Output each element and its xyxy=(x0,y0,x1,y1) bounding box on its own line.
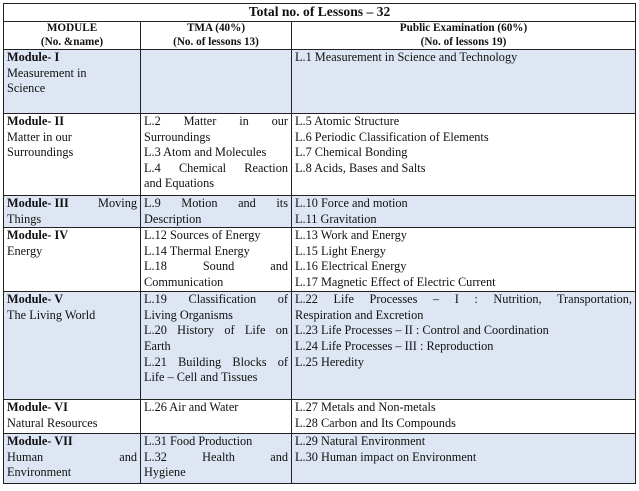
table-row xyxy=(4,196,636,228)
table-title: Total no. of Lessons – 32 xyxy=(4,4,636,22)
tma-cell xyxy=(141,400,292,434)
module-name-line: The Living World xyxy=(7,307,96,322)
lesson-line: L.25 Heredity xyxy=(295,354,364,369)
lesson-line: L.13 Work and Energy xyxy=(295,228,407,243)
module-name-line: Energy xyxy=(7,243,43,258)
public-cell xyxy=(292,400,636,434)
lesson-line: L.17 Magnetic Effect of Electric Current xyxy=(295,274,496,289)
lesson-line: and Equations xyxy=(144,176,215,191)
tma-cell xyxy=(141,434,292,484)
lesson-line: L.15 Light Energy xyxy=(295,243,386,258)
lesson-line: L.10 Force and motion xyxy=(295,196,408,210)
table-row xyxy=(4,434,636,484)
module-cell xyxy=(4,400,141,434)
header-row xyxy=(4,22,636,50)
module-label: Module- VII xyxy=(7,434,73,449)
tma-header-line: (No. of lessons 13) xyxy=(173,35,259,48)
module-name-line: Measurement in xyxy=(7,65,87,80)
public-cell xyxy=(292,292,636,400)
lesson-line: L.7 Chemical Bonding xyxy=(295,145,408,160)
public-header-line: (No. of lessons 19) xyxy=(420,35,507,48)
title-row xyxy=(4,4,636,22)
tma-cell xyxy=(141,50,292,114)
module-name-line: Surroundings xyxy=(7,145,74,160)
lesson-line: L.28 Carbon and Its Compounds xyxy=(295,415,456,430)
module-header-line: (No. &name) xyxy=(40,35,104,48)
lesson-line: L.18 Sound and xyxy=(144,259,288,274)
public-cell xyxy=(292,434,636,484)
module-label: Module- II xyxy=(7,114,65,128)
public-cell xyxy=(292,114,636,196)
module-name-line: and xyxy=(119,449,137,464)
public-cell xyxy=(292,196,636,228)
module-cell xyxy=(4,292,141,400)
lesson-line: L.3 Atom and Molecules xyxy=(144,145,267,160)
lesson-line: L.27 Metals and Non-metals xyxy=(295,400,436,415)
public-cell xyxy=(292,228,636,292)
module-label: Module- III xyxy=(7,196,69,210)
table-row xyxy=(4,292,636,400)
lesson-line: L.1 Measurement in Science and Technology xyxy=(295,50,518,64)
module-cell xyxy=(4,196,141,228)
lesson-line: L.21 Building Blocks of xyxy=(144,354,288,369)
lesson-line: L.11 Gravitation xyxy=(295,211,377,226)
lesson-line: Earth xyxy=(144,338,171,353)
tma-cell xyxy=(141,196,292,228)
module-cell xyxy=(4,114,141,196)
module-header-line xyxy=(7,196,137,212)
lesson-line: L.12 Sources of Energy xyxy=(144,228,261,243)
module-cell xyxy=(4,434,141,484)
module-name-line: Human xyxy=(7,449,44,464)
lessons-table xyxy=(3,3,636,484)
lesson-line: L.5 Atomic Structure xyxy=(295,114,400,128)
module-label: Module- VI xyxy=(7,400,68,415)
lesson-line: Living Organisms xyxy=(144,307,233,322)
module-name-line: Environment xyxy=(7,465,72,480)
lesson-line: L.23 Life Processes – II : Control and Coordination xyxy=(295,323,549,338)
lesson-line: L.4 Chemical Reaction xyxy=(144,160,288,175)
module-name-line: Matter in our xyxy=(7,129,72,144)
lesson-line: Life – Cell and Tissues xyxy=(144,370,258,385)
lesson-line: Surroundings xyxy=(144,129,211,144)
module-name-line: Things xyxy=(7,211,42,226)
lesson-line: Description xyxy=(144,211,202,226)
module-header-line: MODULE xyxy=(46,22,98,34)
module-name-line: Science xyxy=(7,81,46,96)
lesson-line: L.8 Acids, Bases and Salts xyxy=(295,160,426,175)
module-column-header xyxy=(4,22,141,50)
lesson-line: L.19 Classification of xyxy=(144,292,288,307)
public-cell xyxy=(292,50,636,114)
table-row xyxy=(4,114,636,196)
module-name-row xyxy=(7,450,137,466)
module-cell xyxy=(4,228,141,292)
public-column-header xyxy=(292,22,636,50)
module-cell xyxy=(4,50,141,114)
tma-cell xyxy=(141,228,292,292)
lesson-line: L.14 Thermal Energy xyxy=(144,243,250,258)
lesson-line: L.6 Periodic Classification of Elements xyxy=(295,129,489,144)
public-header-line: Public Examination (60%) xyxy=(399,22,528,34)
lesson-line: L.29 Natural Environment xyxy=(295,434,426,449)
table-row xyxy=(4,228,636,292)
module-label: Module- V xyxy=(7,292,64,307)
lesson-line: L.32 Health and xyxy=(144,449,288,464)
tma-column-header xyxy=(141,22,292,50)
lesson-line: Hygiene xyxy=(144,465,186,480)
module-label: Module- I xyxy=(7,50,60,64)
lesson-line: L.2 Matter in our xyxy=(144,114,288,128)
lesson-line: Respiration and Excretion xyxy=(295,307,424,322)
lesson-line: L.22 Life Processes – I : Nutrition, Transportation, xyxy=(295,292,633,307)
lesson-line: L.24 Life Processes – III : Reproduction xyxy=(295,338,494,353)
module-name-line: Natural Resources xyxy=(7,415,98,430)
lesson-line: L.26 Air and Water xyxy=(144,400,239,415)
lesson-line: L.16 Electrical Energy xyxy=(295,259,407,274)
lesson-line: L.30 Human impact on Environment xyxy=(295,449,477,464)
lesson-line: L.9 Motion and its xyxy=(144,196,288,210)
tma-cell xyxy=(141,292,292,400)
table-row xyxy=(4,50,636,114)
lesson-line: L.20 History of Life on xyxy=(144,323,288,338)
module-name-line: Moving xyxy=(98,196,137,210)
module-label: Module- IV xyxy=(7,228,69,243)
lesson-line: L.31 Food Production xyxy=(144,434,253,449)
lesson-line: Communication xyxy=(144,274,224,289)
tma-header-line: TMA (40%) xyxy=(186,22,246,34)
tma-cell xyxy=(141,114,292,196)
table-row xyxy=(4,400,636,434)
